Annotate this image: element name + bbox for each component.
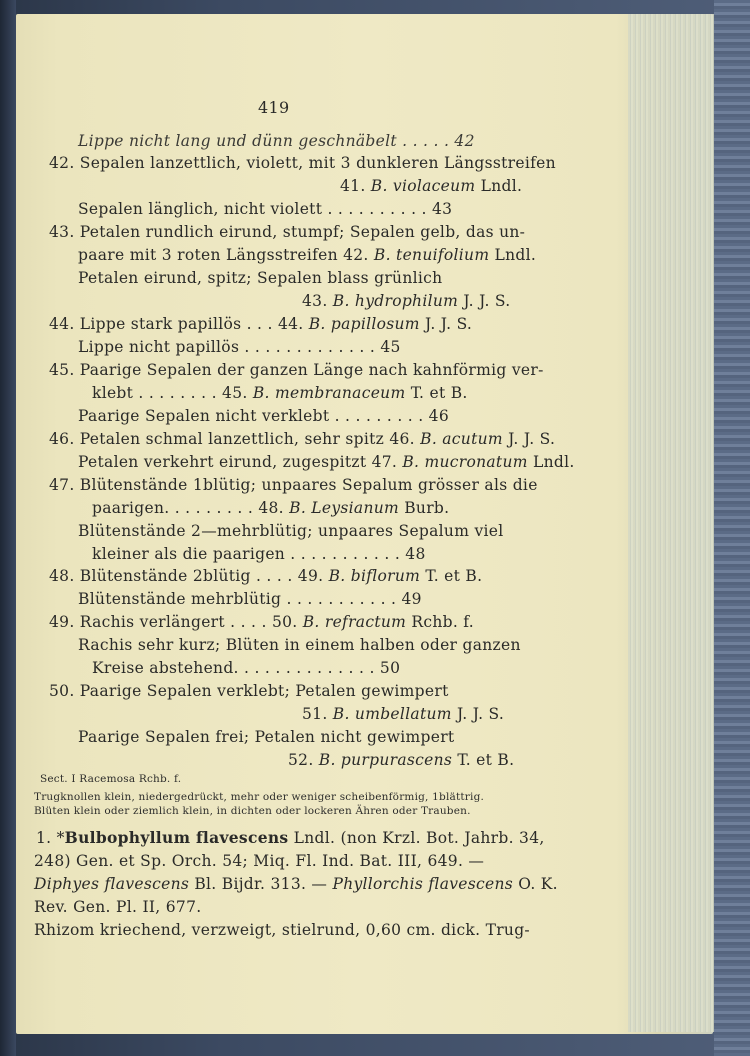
key-line: Blütenstände mehrblütig . . . . . . . . . . . 49: [78, 590, 422, 608]
key-line: 44. Lippe stark papillös . . . 44. B. papillosum J. J. S.: [49, 315, 473, 333]
key-line: paare mit 3 roten Längsstreifen 42. B. tenuifolium Lndl.: [78, 246, 537, 264]
species-entry-line: Diphyes flavescens Bl. Bijdr. 313. — Phyllorchis flavescens O. K.: [34, 875, 558, 893]
section-description: Blüten klein oder ziemlich klein, in dichten oder lockeren Ähren oder Trauben.: [34, 805, 471, 817]
key-line: klebt . . . . . . . . 45. B. membranaceum T. et B.: [92, 384, 468, 402]
key-line: Kreise abstehend. . . . . . . . . . . . . . 50: [92, 659, 401, 677]
species-name: B. papillosum: [308, 315, 420, 333]
page-number: 419: [258, 98, 290, 117]
key-line: 41. B. violaceum Lndl.: [340, 177, 523, 195]
key-line: kleiner als die paarigen . . . . . . . . . . . 48: [92, 545, 426, 563]
key-line: Paarige Sepalen nicht verklebt . . . . . . . . . 46: [78, 407, 450, 425]
species-entry-line: 1. *Bulbophyllum flavescens Lndl. (non Krzl. Bot. Jahrb. 34,: [36, 828, 545, 847]
species-entry-line: 248) Gen. et Sp. Orch. 54; Miq. Fl. Ind. Bat. III, 649. —: [34, 852, 485, 870]
key-line: Petalen eirund, spitz; Sepalen blass grünlich: [78, 269, 443, 287]
key-line: Lippe nicht papillös . . . . . . . . . . . . . 45: [78, 338, 401, 356]
species-name: B. refractum: [302, 613, 407, 631]
species-name: B. purpurascens: [318, 751, 453, 769]
key-line: Petalen verkehrt eirund, zugespitzt 47. B. mucronatum Lndl.: [78, 453, 575, 471]
key-line: Lippe nicht lang und dünn geschnäbelt . . . . . 42: [78, 132, 475, 150]
species-name-bold: Bulbophyllum flavescens: [64, 828, 289, 847]
species-name: B. hydrophilum: [332, 292, 459, 310]
section-heading: Sect. I Racemosa Rchb. f.: [40, 773, 182, 785]
key-line: 48. Blütenstände 2blütig . . . . 49. B. biflorum T. et B.: [49, 567, 483, 585]
key-line: 45. Paarige Sepalen der ganzen Länge nach kahnförmig ver-: [49, 361, 544, 379]
key-line: paarigen. . . . . . . . . 48. B. Leysianum Burb.: [92, 499, 450, 517]
species-entry-line: Rhizom kriechend, verzweigt, stielrund, 0,60 cm. dick. Trug-: [34, 921, 530, 939]
species-name: B. mucronatum: [402, 453, 528, 471]
key-line: Blütenstände 2—mehrblütig; unpaares Sepalum viel: [78, 522, 504, 540]
section-description: Trugknollen klein, niedergedrückt, mehr oder weniger scheibenförmig, 1blättrig.: [34, 791, 485, 803]
key-line: 43. Petalen rundlich eirund, stumpf; Sepalen gelb, das un-: [49, 223, 526, 241]
species-name: B. violaceum: [370, 177, 476, 195]
key-line: Paarige Sepalen frei; Petalen nicht gewimpert: [78, 728, 455, 746]
species-name: B. biflorum: [328, 567, 421, 585]
key-line: 50. Paarige Sepalen verklebt; Petalen gewimpert: [49, 682, 449, 700]
key-line: 42. Sepalen lanzettlich, violett, mit 3 dunkleren Längsstreifen: [49, 154, 556, 172]
key-line: Rachis sehr kurz; Blüten in einem halben oder ganzen: [78, 636, 521, 654]
key-line: 47. Blütenstände 1blütig; unpaares Sepalum grösser als die: [49, 476, 538, 494]
species-name: B. acutum: [420, 430, 503, 448]
species-entry-line: Rev. Gen. Pl. II, 677.: [34, 898, 202, 916]
key-line: 43. B. hydrophilum J. J. S.: [302, 292, 511, 310]
species-name: B. tenuifolium: [373, 246, 490, 264]
species-name: B. Leysianum: [289, 499, 400, 517]
key-line: Sepalen länglich, nicht violett . . . . . . . . . . 43: [78, 200, 453, 218]
species-name: B. membranaceum: [252, 384, 406, 402]
key-line: 46. Petalen schmal lanzettlich, sehr spitz 46. B. acutum J. J. S.: [49, 430, 556, 448]
key-line: 52. B. purpurascens T. et B.: [288, 751, 515, 769]
key-line: 49. Rachis verlängert . . . . 50. B. refractum Rchb. f.: [49, 613, 474, 631]
key-line: 51. B. umbellatum J. J. S.: [302, 705, 505, 723]
species-name: B. umbellatum: [332, 705, 452, 723]
